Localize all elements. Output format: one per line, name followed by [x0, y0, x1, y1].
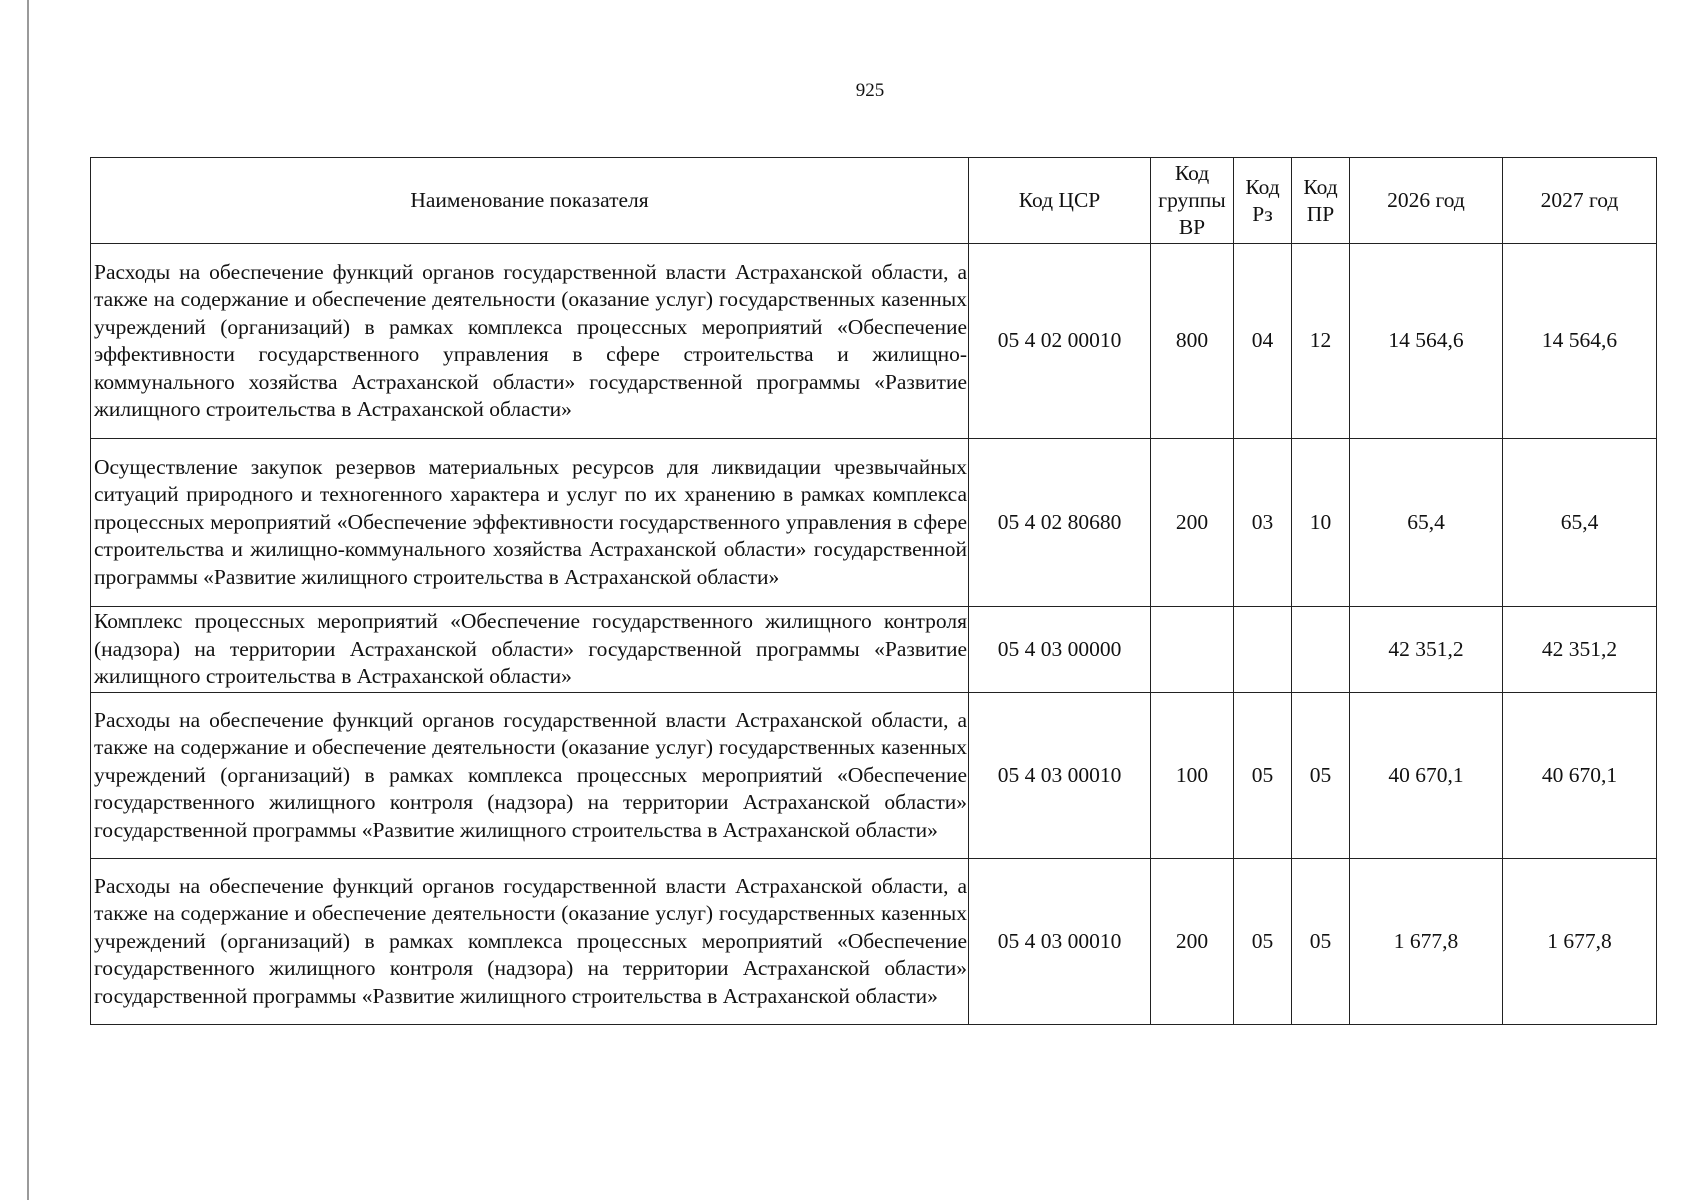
row-name: Расходы на обеспечение функций органов государственной власти Астраханской области, а также на содержание и обеспечение деятельности (оказание услуг) государственных казенных учреждений (организаций) в рамках комплекса процессных мероприятий «Обеспечение государственного жилищного контроля (надзора) на территории Астраханской области» государственной программы «Развитие жилищного строительства в Астраханской области»: [91, 859, 969, 1025]
header-pr: Код ПР: [1292, 158, 1350, 244]
row-csr: 05 4 03 00010: [969, 693, 1151, 859]
row-pr: 10: [1292, 439, 1350, 607]
header-vr: Код группы ВР: [1151, 158, 1234, 244]
header-2026: 2026 год: [1350, 158, 1503, 244]
table-row: [91, 859, 1657, 1025]
row-pr: 12: [1292, 244, 1350, 439]
header-rz: Код Рз: [1234, 158, 1292, 244]
table-row: [91, 693, 1657, 859]
row-rz: [1234, 607, 1292, 693]
row-vr: 100: [1151, 693, 1234, 859]
scan-edge-line: [27, 0, 29, 1200]
header-2027: 2027 год: [1503, 158, 1657, 244]
row-2027: 65,4: [1503, 439, 1657, 607]
row-csr: 05 4 03 00010: [969, 859, 1151, 1025]
row-2026: 65,4: [1350, 439, 1503, 607]
header-csr: Код ЦСР: [969, 158, 1151, 244]
row-2027: 14 564,6: [1503, 244, 1657, 439]
budget-table: [90, 157, 1657, 1025]
table-row: [91, 439, 1657, 607]
row-2026: 42 351,2: [1350, 607, 1503, 693]
row-2026: 1 677,8: [1350, 859, 1503, 1025]
row-vr: 200: [1151, 439, 1234, 607]
row-rz: 05: [1234, 859, 1292, 1025]
row-vr: [1151, 607, 1234, 693]
row-pr: 05: [1292, 693, 1350, 859]
table-row: [91, 607, 1657, 693]
row-vr: 800: [1151, 244, 1234, 439]
row-name: Осуществление закупок резервов материальных ресурсов для ликвидации чрезвычайных ситуаций природного и техногенного характера и услуг по их хранению в рамках комплекса процессных мероприятий «Обеспечение эффективности государственного управления в сфере строительства и жилищно-коммунального хозяйства Астраханской области» государственной программы «Развитие жилищного строительства в Астраханской области»: [91, 439, 969, 607]
row-name: Расходы на обеспечение функций органов государственной власти Астраханской области, а также на содержание и обеспечение деятельности (оказание услуг) государственных казенных учреждений (организаций) в рамках комплекса процессных мероприятий «Обеспечение государственного жилищного контроля (надзора) на территории Астраханской области» государственной программы «Развитие жилищного строительства в Астраханской области»: [91, 693, 969, 859]
table-header-row: [91, 158, 1657, 244]
row-vr: 200: [1151, 859, 1234, 1025]
row-name: Расходы на обеспечение функций органов государственной власти Астраханской области, а также на содержание и обеспечение деятельности (оказание услуг) государственных казенных учреждений (организаций) в рамках комплекса процессных мероприятий «Обеспечение эффективности государственного управления в сфере строительства и жилищно-коммунального хозяйства Астраханской области» государственной программы «Развитие жилищного строительства в Астраханской области»: [91, 244, 969, 439]
row-2027: 1 677,8: [1503, 859, 1657, 1025]
row-csr: 05 4 02 00010: [969, 244, 1151, 439]
row-rz: 05: [1234, 693, 1292, 859]
row-csr: 05 4 03 00000: [969, 607, 1151, 693]
row-csr: 05 4 02 80680: [969, 439, 1151, 607]
row-2026: 14 564,6: [1350, 244, 1503, 439]
row-name: Комплекс процессных мероприятий «Обеспечение государственного жилищного контроля (надзора) на территории Астраханской области» государственной программы «Развитие жилищного строительства в Астраханской области»: [91, 607, 969, 693]
row-rz: 03: [1234, 439, 1292, 607]
row-pr: 05: [1292, 859, 1350, 1025]
table-row: [91, 244, 1657, 439]
row-rz: 04: [1234, 244, 1292, 439]
row-2027: 40 670,1: [1503, 693, 1657, 859]
row-2026: 40 670,1: [1350, 693, 1503, 859]
row-2027: 42 351,2: [1503, 607, 1657, 693]
row-pr: [1292, 607, 1350, 693]
header-name: Наименование показателя: [91, 158, 969, 244]
page-number: 925: [855, 80, 885, 101]
